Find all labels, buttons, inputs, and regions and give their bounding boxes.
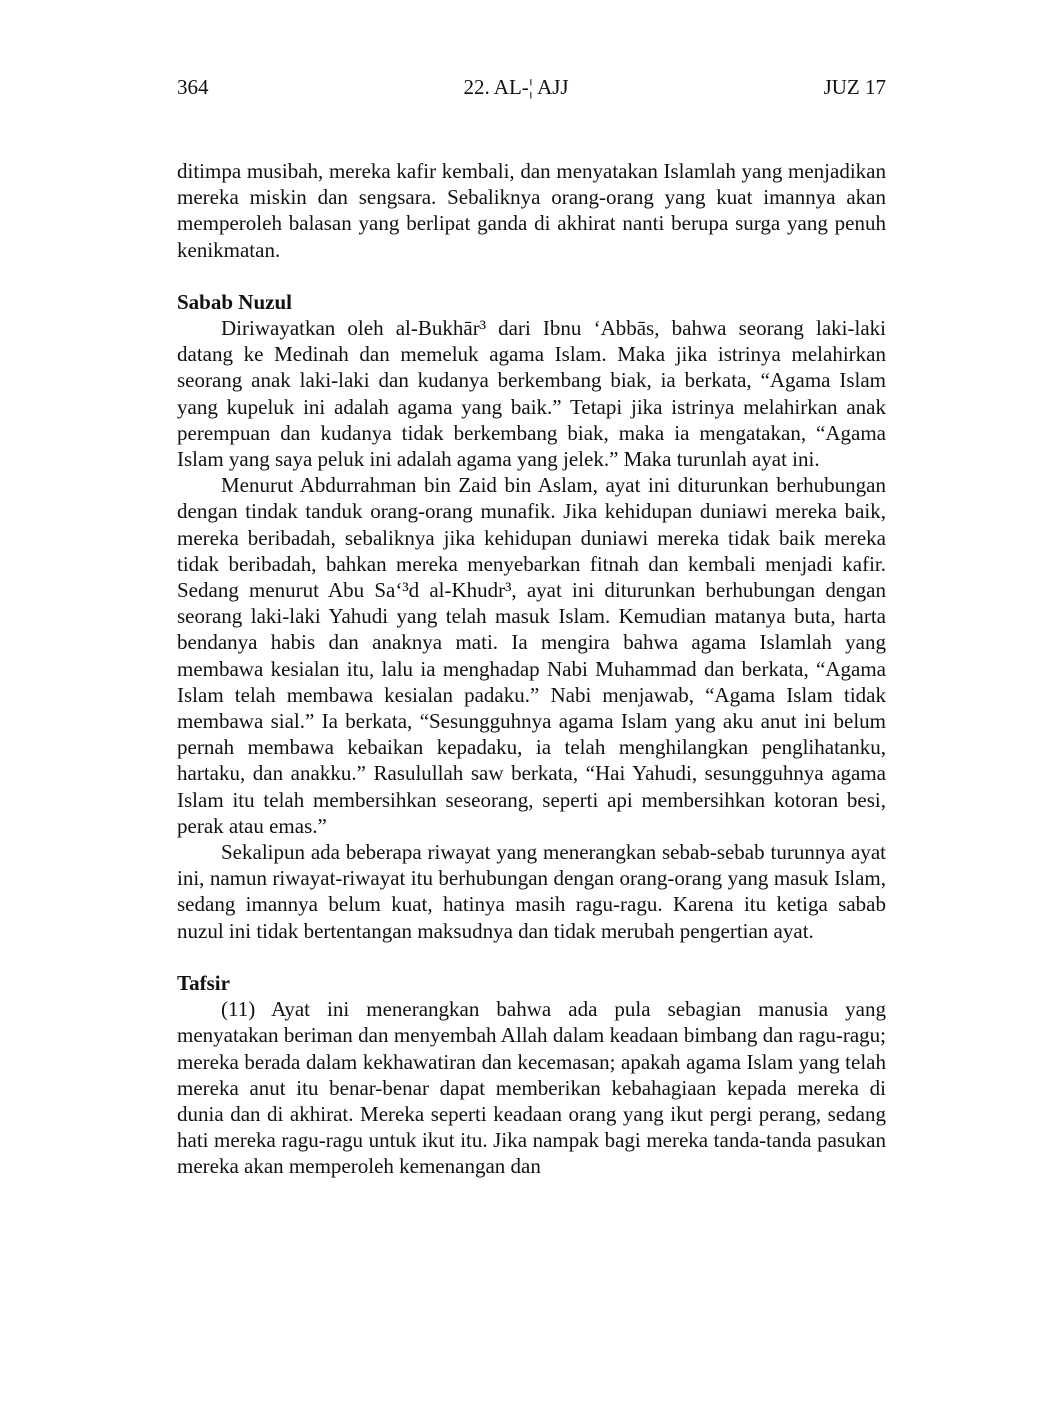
section-heading-sabab-nuzul: Sabab Nuzul — [177, 289, 292, 314]
page-number: 364 — [177, 75, 209, 99]
body-paragraph: (11) Ayat ini menerangkan bahwa ada pula sebagian manusia yang menyatakan beriman dan menyembah Allah dalam keadaan bimbang dan ragu-ragu; mereka berada dalam kekhawatiran dan kecemasan; apakah agama Islam yang telah mereka anut itu benar-benar dapat memberikan kebahagiaan kepada mereka di dunia dan di akhirat. Mereka seperti keadaan orang yang ikut pergi perang, sedang hati mereka ragu-ragu untuk ikut itu. Jika nampak bagi mereka tanda-tanda pasukan mereka akan memperoleh kemenangan dan — [177, 997, 886, 1179]
juz-label: JUZ 17 — [823, 75, 886, 99]
body-paragraph: Menurut Abdurrahman bin Zaid bin Aslam, ayat ini diturunkan berhubungan dengan tindak tanduk orang-orang munafik. Jika kehidupan duniawi mereka baik, mereka beribadah, sebaliknya jika kehidupan duniawi mereka tidak baik mereka tidak beribadah, bahkan mereka menyebarkan fitnah dan kembali menjadi kafir. Sedang menurut Abu Sa‘³d al-Khudr³, ayat ini diturunkan berhubungan dengan seorang laki-laki Yahudi yang telah masuk Islam. Kemudian matanya buta, harta bendanya habis dan anaknya mati. Ia mengira bahwa agama Islamlah yang membawa kesialan itu, lalu ia menghadap Nabi Muhammad dan berkata, “Agama Islam telah membawa kesialan padaku.” Nabi menjawab, “Agama Islam tidak membawa sial.” Ia berkata, “Sesungguhnya agama Islam yang aku anut ini belum pernah membawa kebaikan kepadaku, ia telah menghilangkan penglihatanku, hartaku, dan anakku.” Rasulullah saw berkata, “Hai Yahudi, sesungguhnya agama Islam itu telah membersihkan seseorang, seperti api membersihkan kotoran besi, perak atau emas.” — [177, 473, 886, 838]
surah-title: 22. AL-¦ AJJ — [463, 75, 569, 99]
body-paragraph: Diriwayatkan oleh al-Bukhār³ dari Ibnu ‘Abbās, bahwa seorang laki-laki datang ke Medinah dan memeluk agama Islam. Maka jika istrinya melahirkan seorang anak laki-laki dan kudanya berkembang biak, ia berkata, “Agama Islam yang kupeluk ini adalah agama yang baik.” Tetapi jika istrinya melahirkan anak perempuan dan kudanya tidak berkembang biak, maka ia mengatakan, “Agama Islam yang saya peluk ini adalah agama yang jelek.” Maka turunlah ayat ini. — [177, 316, 886, 472]
section-heading-tafsir: Tafsir — [177, 970, 230, 995]
intro-paragraph: ditimpa musibah, mereka kafir kembali, dan menyatakan Islamlah yang menjadikan mereka miskin dan sengsara. Sebaliknya orang-orang yang kuat imannya akan memperoleh balasan yang berlipat ganda di akhirat nanti berupa surga yang penuh kenikmatan. — [177, 159, 886, 262]
running-header — [177, 74, 886, 100]
body-paragraph: Sekalipun ada beberapa riwayat yang menerangkan sebab-sebab turunnya ayat ini, namun riwayat-riwayat itu berhubungan dengan orang-orang yang masuk Islam, sedang imannya belum kuat, hatinya masih ragu-ragu. Karena itu ketiga sabab nuzul ini tidak bertentangan maksudnya dan tidak merubah pengertian ayat. — [177, 840, 886, 943]
page-body — [177, 158, 886, 1180]
